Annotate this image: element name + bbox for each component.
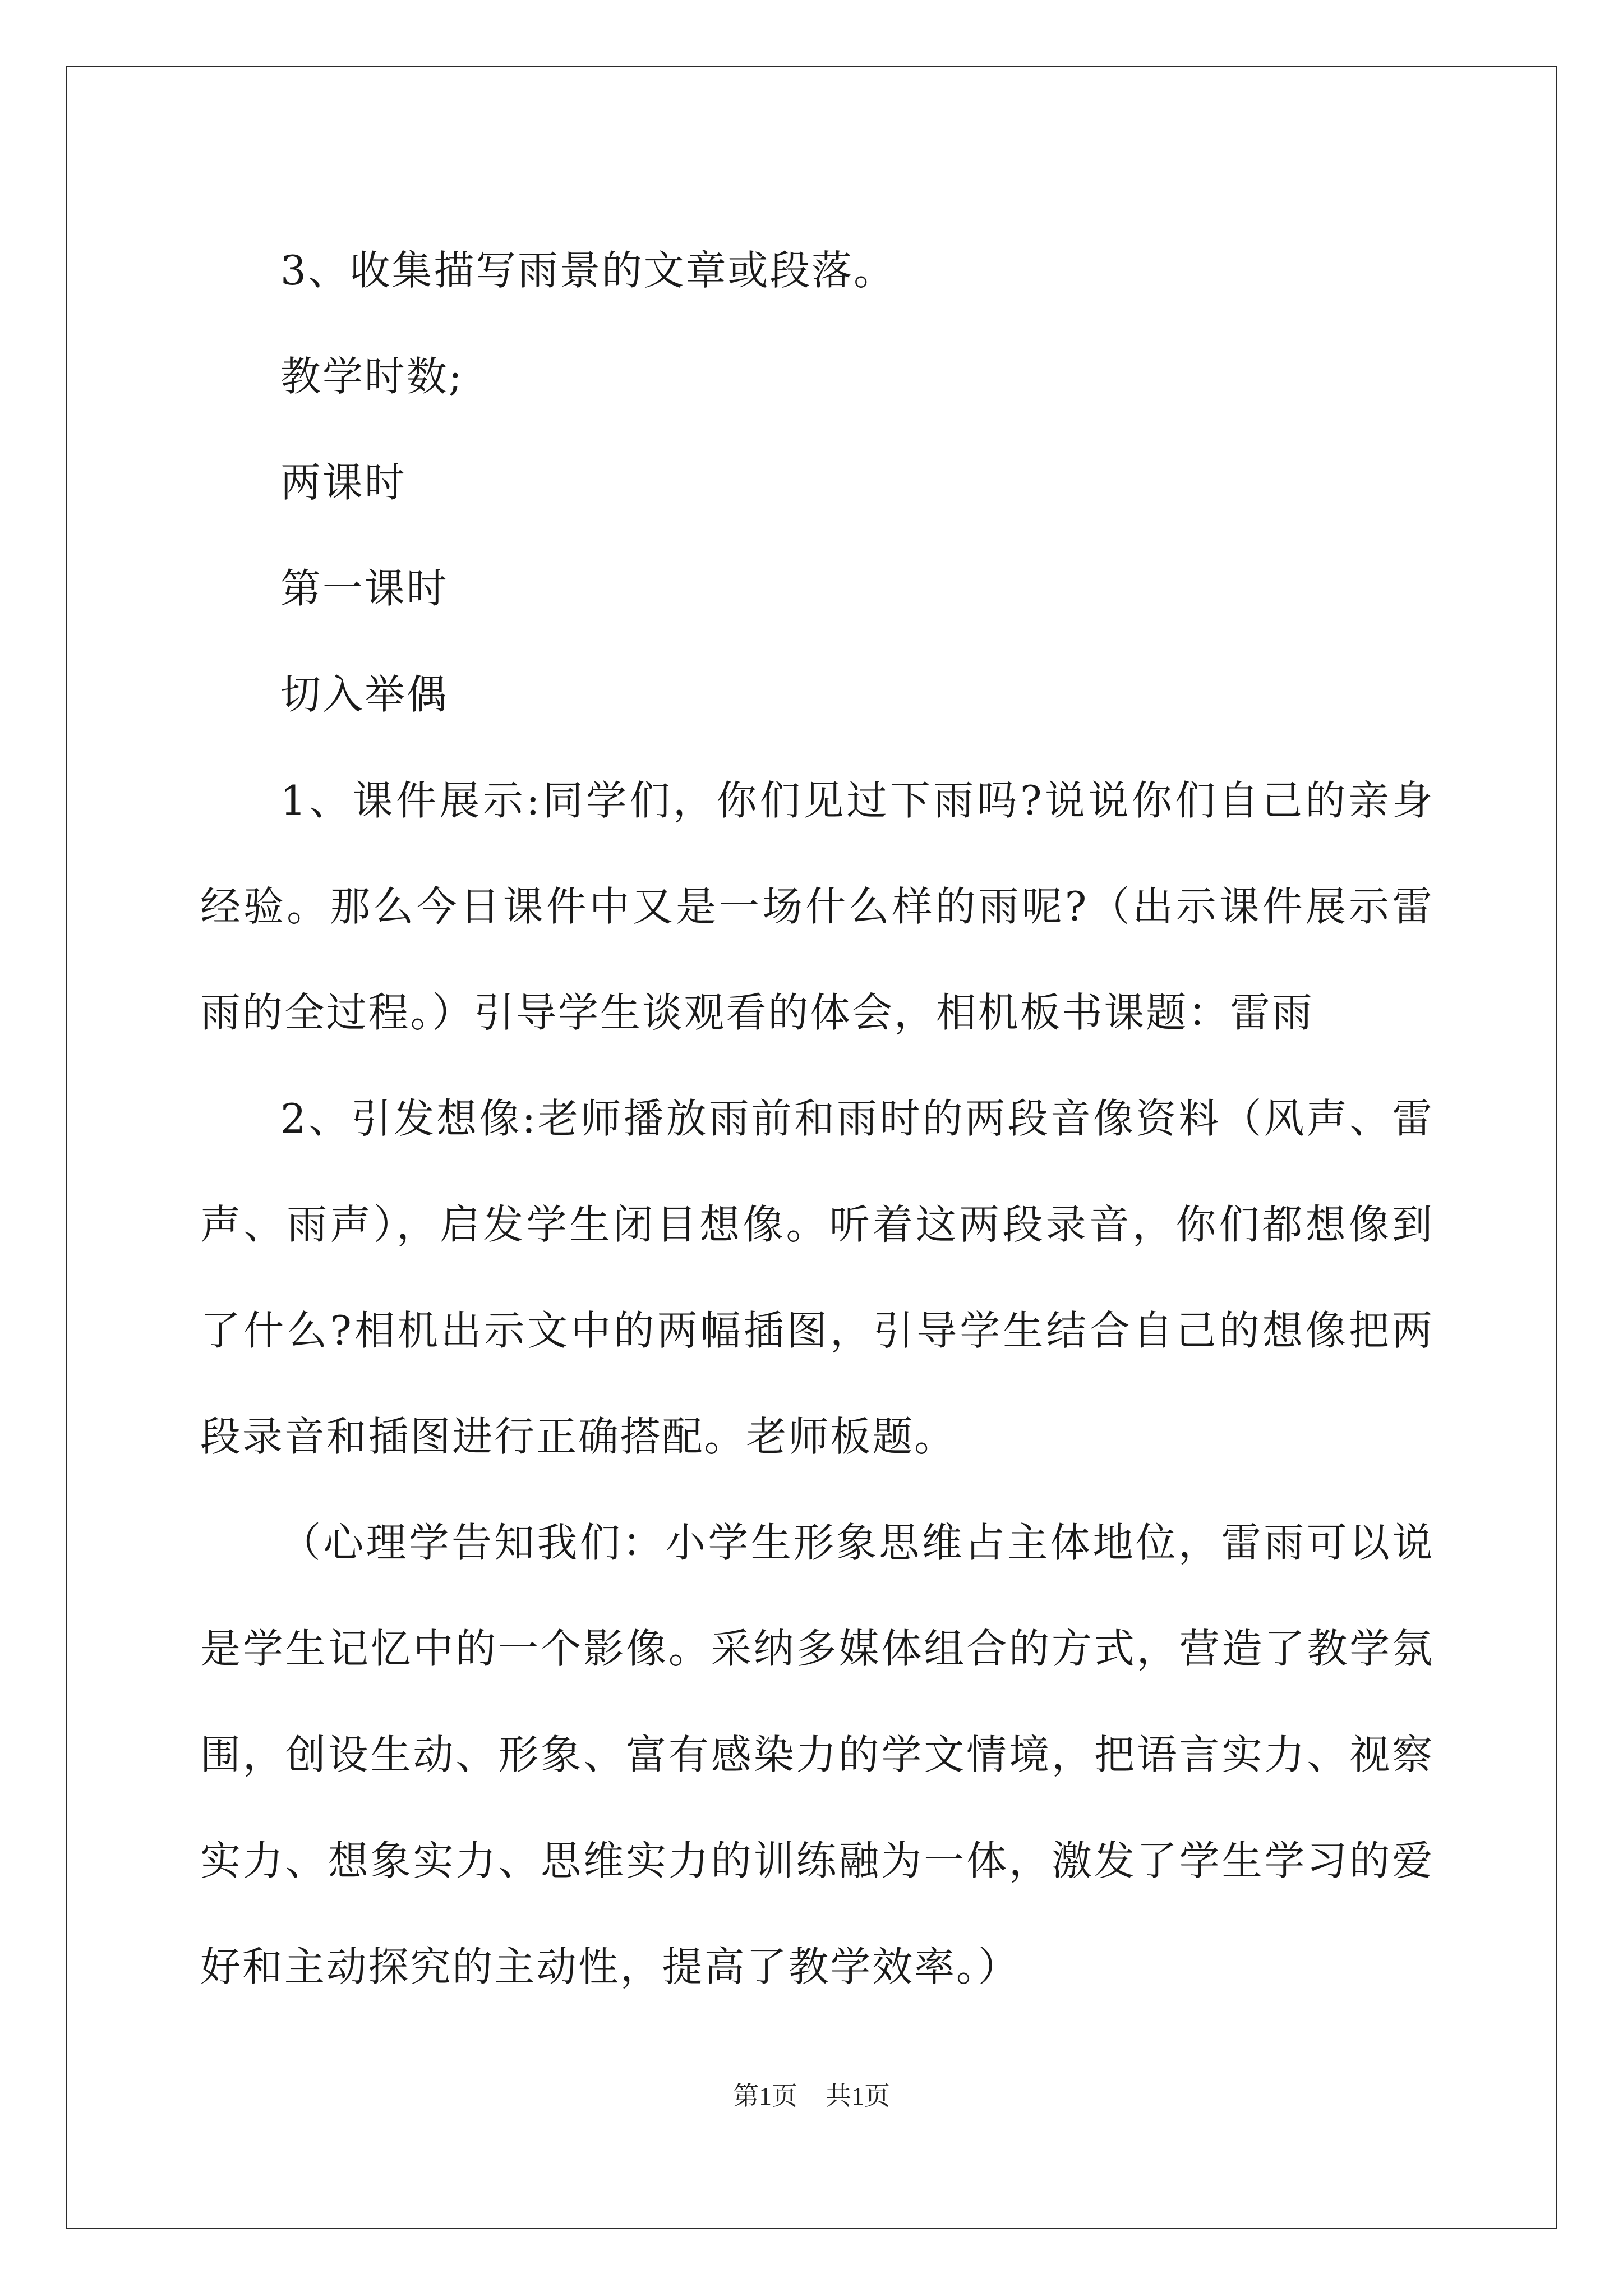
paragraph-first-lesson: 第一课时 [280, 565, 449, 612]
paragraph-introduction: 切入举偶 [280, 671, 449, 718]
page-footer [0, 2076, 1623, 2113]
paragraph-courseware-display: 1、课件展示:同学们，你们见过下雨吗?说说你们自己的亲身经验。那么今日课件中又是一场什么样的雨呢?（出示课件展示雷雨的全过程。）引导学生谈观看的体会，相机板书课题：雷雨 [200, 777, 1434, 1036]
document-body [200, 218, 1434, 2020]
paragraph-teaching-hours-value: 两课时 [280, 459, 407, 506]
page-total: 共1页 [826, 2082, 890, 2110]
paragraph-psychology-note: （心理学告知我们：小学生形象思维占主体地位，雷雨可以说是学生记忆中的一个影像。采纳多媒体组合的方式，营造了教学氛围，创设生动、形象、富有感染力的学文情境，把语言实力、视察实力、想象实力、思维实力的训练融为一体，激发了学生学习的爱好和主动探究的主动性，提高了教学效率。） [200, 1519, 1434, 1990]
paragraph-materials: 3、收集描写雨景的文章或段落。 [280, 247, 896, 294]
paragraph-imagination: 2、引发想像:老师播放雨前和雨时的两段音像资料（风声、雷声、雨声），启发学生闭目想像。听着这两段录音，你们都想像到了什么?相机出示文中的两幅插图，引导学生结合自己的想像把两段录音和插图进行正确搭配。老师板题。 [200, 1095, 1434, 1460]
paragraph-teaching-hours-label: 教学时数; [280, 353, 464, 400]
page-number: 第1页 [733, 2082, 797, 2110]
